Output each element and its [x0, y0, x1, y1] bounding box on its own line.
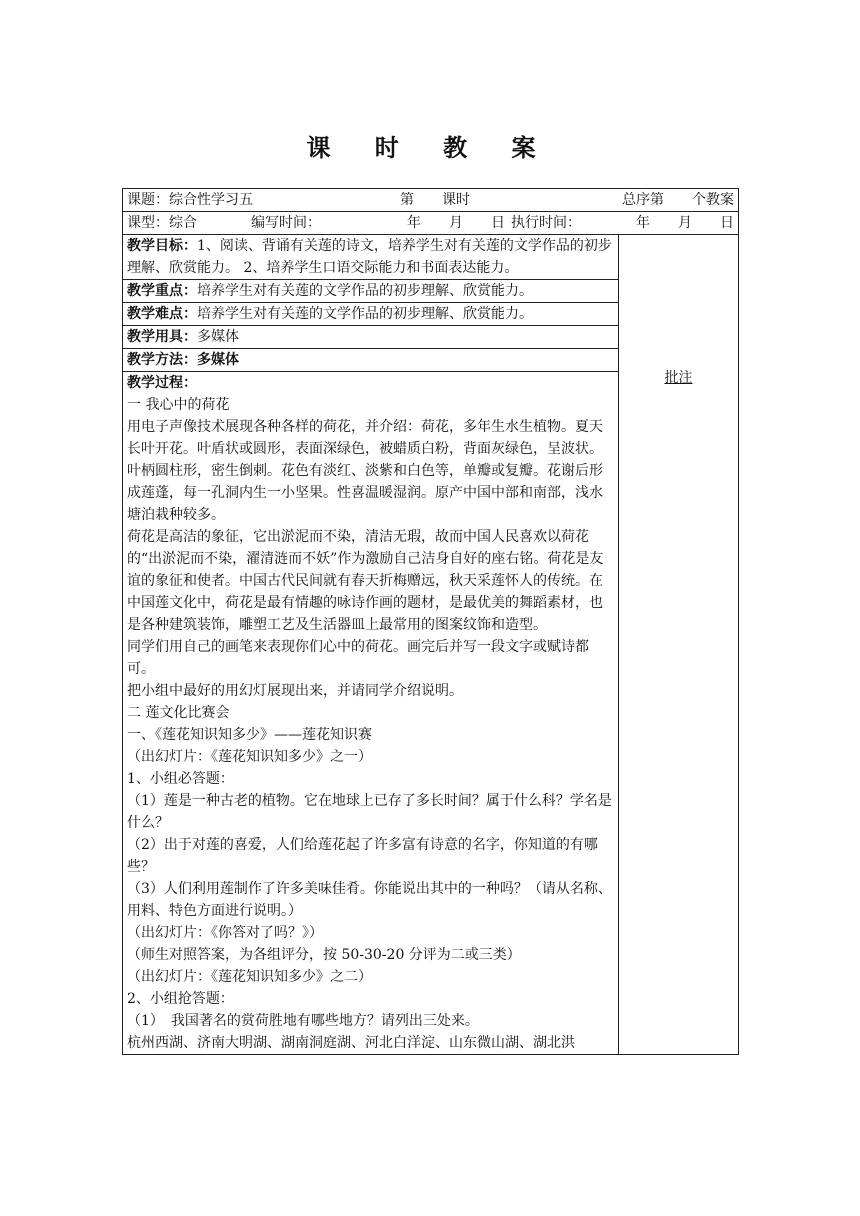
write-date-field: 年 月 日: [407, 215, 505, 231]
tools-text: 多媒体: [197, 329, 239, 345]
lesson-number-field: 第 课时: [400, 192, 470, 208]
objectives-label: 教学目标：: [127, 238, 197, 254]
objectives-text: 1、阅读、背诵有关莲的诗文，培养学生对有关莲的文学作品的初步理解、欣赏能力。 2、培养学生口语交际能力和书面表达能力。: [127, 238, 612, 276]
method-label: 教学方法：: [127, 352, 197, 368]
objectives-row: [123, 235, 739, 280]
process-paragraph: （3）人们利用莲制作了许多美味佳肴。你能说出其中的一种吗？（请从名称、用料、特色方面进行说明。）: [127, 881, 612, 919]
process-content: [127, 394, 614, 1054]
tools-label: 教学用具：: [127, 329, 197, 345]
process-paragraph: （2）出于对莲的喜爱，人们给莲花起了许多富有诗意的名字，你知道的有哪些？: [127, 837, 598, 875]
difficulty-text: 培养学生对有关莲的文学作品的初步理解、欣赏能力。: [197, 306, 533, 322]
document-title: 课 时 教 案: [306, 133, 554, 162]
exec-time-label: 执行时间：: [511, 215, 581, 231]
method-text: 多媒体: [197, 352, 239, 368]
key-point-text: 培养学生对有关莲的文学作品的初步理解、欣赏能力。: [197, 283, 533, 299]
process-paragraph: 杭州西湖、济南大明湖、湖南洞庭湖、河北白洋淀、山东微山湖、湖北洪: [127, 1035, 575, 1051]
process-paragraph: 把小组中最好的用幻灯展现出来，并请同学介绍说明。: [127, 683, 463, 699]
total-sequence-field: 总序第 个教案: [622, 192, 734, 208]
process-paragraph: 1、小组必答题：: [127, 771, 234, 787]
process-label: 教学过程：: [127, 375, 197, 391]
process-paragraph: （出幻灯片：《莲花知识知多少》之一）: [127, 749, 372, 765]
topic-field: 课题：综合性学习五: [127, 192, 253, 208]
process-paragraph: （出幻灯片：《莲花知识知多少》之二）: [127, 969, 372, 985]
process-paragraph: 同学们用自己的画笔来表现你们心中的荷花。画完后并写一段文字或赋诗都可。: [127, 639, 589, 677]
process-paragraph: 一 我心中的荷花: [127, 397, 230, 413]
process-paragraph: 荷花是高洁的象征，它出淤泥而不染，清洁无瑕，故而中国人民喜欢以荷花的“出淤泥而不染，濯清涟而不妖”作为激励自己洁身自好的座右铭。荷花是友谊的象征和使者。中国古代民间就有春天折梅赠远，秋天采莲怀人的传统。在中国莲文化中，荷花是最有情趣的咏诗作画的题材，是最优美的舞蹈素材，也是各种建筑装饰，雕塑工艺及生活器皿上最常用的图案纹饰和造型。: [127, 529, 604, 633]
difficulty-label: 教学难点：: [127, 306, 197, 322]
notes-column: [619, 235, 739, 1055]
header-row-type: [123, 212, 739, 235]
exec-date-field: 年 月 日: [636, 215, 734, 231]
notes-label: 批注: [664, 370, 693, 386]
process-paragraph: （师生对照答案，为各组评分，按 50-30-20 分评为二或三类）: [127, 947, 521, 963]
process-paragraph: 一、《莲花知识知多少》——莲花知识赛: [127, 727, 372, 743]
process-paragraph: （出幻灯片：《你答对了吗？》）: [127, 925, 323, 941]
write-time-label: 编写时间：: [251, 215, 321, 231]
process-paragraph: 2、小组抢答题：: [127, 991, 234, 1007]
process-paragraph: （1）莲是一种古老的植物。它在地球上已存了多长时间？属于什么科？学名是什么？: [127, 793, 612, 831]
lesson-plan-table: [122, 188, 739, 1055]
process-paragraph: 二 莲文化比赛会: [127, 705, 230, 721]
lesson-type-field: 课型：综合: [127, 215, 197, 231]
process-paragraph: 用电子声像技术展现各种各样的荷花，并介绍：荷花，多年生水生植物。夏天长叶开花。叶盾状或圆形，表面深绿色，被蜡质白粉，背面灰绿色，呈波状。叶柄圆柱形，密生倒刺。花色有淡红、淡紫和白色等，单瓣或复瓣。花谢后形成莲蓬，每一孔洞内生一小坚果。性喜温暖湿润。原产中国中部和南部，浅水塘泊栽种较多。: [127, 419, 603, 523]
key-point-label: 教学重点：: [127, 283, 197, 299]
header-row-topic: [123, 189, 739, 212]
process-paragraph: （1） 我国著名的赏荷胜地有哪些地方？请列出三处来。: [127, 1013, 479, 1029]
